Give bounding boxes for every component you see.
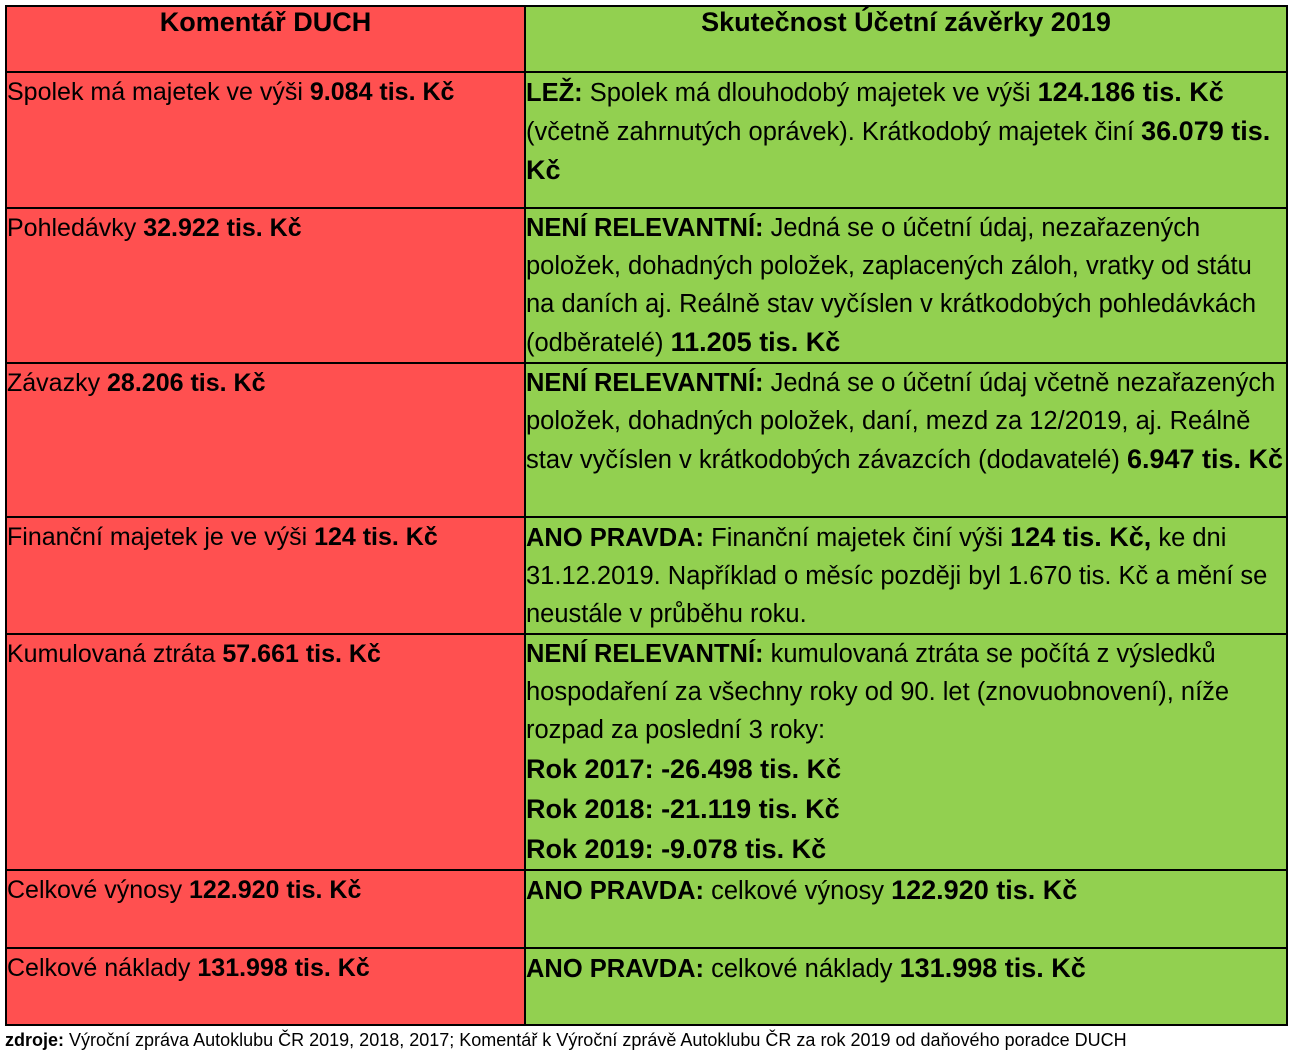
source-text: Výroční zpráva Autoklubu ČR 2019, 2018, 2017; Komentář k Výroční zprávě Autoklubu ČR za rok 2019 od daňového poradce DUCH [64,1030,1127,1050]
claim-cell [6,634,525,870]
fact-value: 124.186 tis. Kč [1037,77,1224,107]
fact-value: 122.920 tis. Kč [891,875,1078,905]
fact-cell [525,634,1287,870]
header-row [6,6,1287,72]
fact-value: 131.998 tis. Kč [899,953,1086,983]
table-row [6,517,1287,634]
table-row [6,208,1287,363]
fact-value: 6.947 tis. Kč [1126,444,1284,474]
fact-cell [525,948,1287,1025]
fact-cell [525,363,1287,517]
table-row [6,72,1287,208]
fact-cell [525,72,1287,208]
table-row [6,363,1287,517]
fact-cell [525,870,1287,948]
claim-text: Celkové náklady [7,954,198,982]
year-loss: Rok 2017: -26.498 tis. Kč [526,754,842,784]
comparison-table [5,5,1288,1026]
fact-text: celkové náklady [704,955,900,983]
fact-text: Jedná se o účetní údaj, nezařazených položek, dohadných položek, zaplacených záloh, vratky od státu na daních aj. Reálně stav vyčíslen v krátkodobých pohledávkách (odběratelé) [526,214,1257,357]
verdict-label: LEŽ: [526,79,583,107]
table-row [6,948,1287,1025]
fact-cell [525,208,1287,363]
verdict-label: NENÍ RELEVANTNÍ: [526,640,764,668]
claim-text: Spolek má majetek ve výši [7,78,310,106]
year-loss: Rok 2018: -21.119 tis. Kč [526,794,840,824]
verdict-label: NENÍ RELEVANTNÍ: [526,214,764,242]
claim-text: Pohledávky [7,214,144,242]
fact-text: kumulovaná ztráta se počítá z výsledků hospodaření za všechny roky od 90. let (znovuobnovení), níže rozpad za poslední 3 roky: [526,640,1230,744]
claim-value: 28.206 tis. Kč [107,369,266,397]
claim-text: Závazky [7,369,108,397]
verdict-label: ANO PRAVDA: [526,955,705,983]
header-left: Komentář DUCH [6,6,525,72]
fact-text: ke dni 31.12.2019. Například o měsíc později byl 1.670 tis. Kč a mění se neustále v průběhu roku. [526,524,1268,628]
fact-text: Spolek má dlouhodobý majetek ve výši [582,79,1038,107]
verdict-label: ANO PRAVDA: [526,877,705,905]
claim-value: 9.084 tis. Kč [309,78,455,106]
claim-text: Kumulovaná ztráta [7,640,223,668]
claim-value: 124 tis. Kč [314,523,438,551]
claim-cell [6,517,525,634]
verdict-label: ANO PRAVDA: [526,524,705,552]
source-note [5,1027,1127,1053]
fact-text: celkové výnosy [704,877,892,905]
fact-value: 124 tis. Kč, [1010,522,1152,552]
fact-value: 36.079 tis. Kč [526,116,1271,185]
claim-cell [6,363,525,517]
fact-cell [525,517,1287,634]
claim-cell [6,870,525,948]
source-label: zdroje: [5,1030,65,1050]
claim-cell [6,72,525,208]
fact-text: (včetně zahrnutých oprávek). Krátkodobý majetek činí [526,118,1142,146]
claim-text: Finanční majetek je ve výši [7,523,315,551]
header-right: Skutečnost Účetní závěrky 2019 [525,6,1287,72]
claim-text: Celkové výnosy [7,876,190,904]
table-row [6,634,1287,870]
claim-value: 122.920 tis. Kč [189,876,362,904]
fact-text: Finanční majetek činí výši [704,524,1011,552]
table-row [6,870,1287,948]
year-loss: Rok 2019: -9.078 tis. Kč [526,834,827,864]
claim-cell [6,208,525,363]
fact-text: Jedná se o účetní údaj včetně nezařazených položek, dohadných položek, daní, mezd za 12/2019, aj. Reálně stav vyčíslen v krátkodobých závazcích (dodavatelé) [526,369,1276,474]
claim-cell [6,948,525,1025]
fact-value: 11.205 tis. Kč [670,327,841,357]
verdict-label: NENÍ RELEVANTNÍ: [526,369,764,397]
claim-value: 131.998 tis. Kč [197,954,370,982]
claim-value: 32.922 tis. Kč [143,214,302,242]
claim-value: 57.661 tis. Kč [222,640,381,668]
